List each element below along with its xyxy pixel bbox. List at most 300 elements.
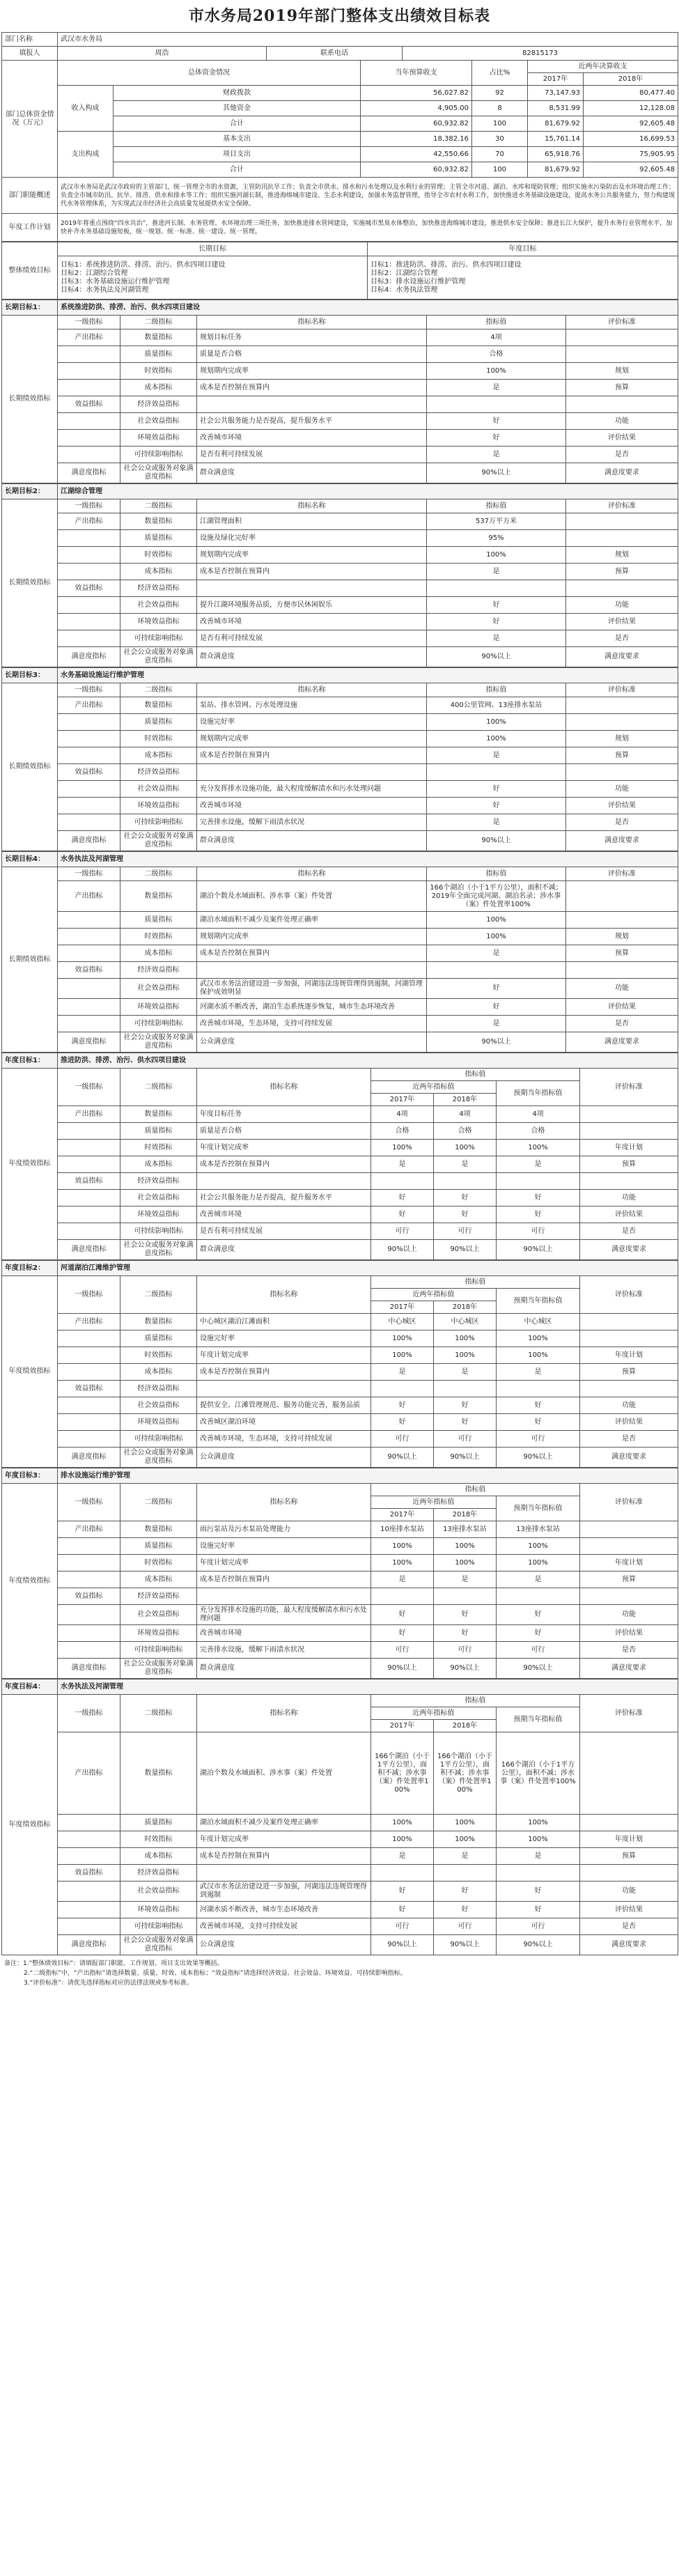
evaluation-standard: 预算 bbox=[566, 747, 678, 764]
column-header: 一级指标 bbox=[58, 1695, 120, 1732]
goals-long-item: 目标2：江湖综合管理 bbox=[61, 269, 128, 277]
value-expected: 好 bbox=[497, 1190, 580, 1206]
indicator-value: 100% bbox=[427, 547, 566, 564]
value-expected: 是 bbox=[497, 1364, 580, 1381]
indicator-value: 537万平方米 bbox=[427, 513, 566, 530]
evaluation-standard: 评价结果 bbox=[580, 1902, 678, 1918]
value-2017: 100% bbox=[371, 1538, 434, 1555]
indicator-value bbox=[427, 962, 566, 979]
column-header: 二级指标 bbox=[120, 499, 197, 513]
indicator-value: 90%以上 bbox=[427, 1032, 566, 1053]
level2-indicator: 环境效益指标 bbox=[120, 430, 197, 447]
long-goal-table bbox=[1, 851, 678, 1053]
column-header: 指标值 bbox=[371, 1695, 580, 1707]
indicator-name: 武汉市水务法治建设进一步加强，河湖违法违规管理得到遏制 bbox=[197, 1881, 371, 1902]
indicator-value: 90%以上 bbox=[427, 463, 566, 483]
value-2017: 100% bbox=[371, 1347, 434, 1364]
level1-indicator bbox=[58, 1881, 120, 1902]
evaluation-standard: 年度计划 bbox=[580, 1831, 678, 1848]
indicator-value: 400公里管网、13座排水泵站 bbox=[427, 697, 566, 714]
indicator-name: 改善城市环境 bbox=[197, 1625, 371, 1642]
indicator-value: 是 bbox=[427, 814, 566, 831]
header-table bbox=[1, 32, 678, 242]
evaluation-standard bbox=[566, 346, 678, 363]
level2-indicator: 可持续影响指标 bbox=[120, 630, 197, 647]
value-2017: 100% bbox=[371, 1815, 434, 1831]
income-label: 收入构成 bbox=[58, 86, 114, 132]
level1-indicator bbox=[58, 781, 120, 798]
level2-indicator: 数量指标 bbox=[120, 1314, 197, 1330]
value-2017: 合格 bbox=[371, 1123, 434, 1140]
indicator-name bbox=[197, 764, 427, 781]
indicator-name: 成本是否控制在预算内 bbox=[197, 945, 427, 962]
column-header: 指标值 bbox=[427, 499, 566, 513]
expense-label: 支出构成 bbox=[58, 132, 114, 178]
value-2017: 中心城区 bbox=[371, 1314, 434, 1330]
level1-indicator: 产出指标 bbox=[58, 697, 120, 714]
value-2018: 好 bbox=[434, 1414, 497, 1431]
indicator-name: 群众满意度 bbox=[197, 1659, 371, 1679]
evaluation-standard bbox=[580, 1330, 678, 1347]
goal-description: 水务基础设施运行维护管理 bbox=[58, 668, 678, 683]
funds-head-overall: 总体资金情况 bbox=[58, 61, 361, 86]
level2-indicator: 经济效益指标 bbox=[120, 1381, 197, 1397]
contact-name: 周浩 bbox=[58, 47, 267, 61]
evaluation-standard: 是否 bbox=[566, 814, 678, 831]
indicator-value bbox=[427, 580, 566, 597]
indicator-value: 是 bbox=[427, 564, 566, 580]
indicator-side-label: 长期绩效指标 bbox=[2, 499, 58, 667]
funds-head-ratio: 占比% bbox=[472, 61, 528, 86]
indicator-name: 充分发挥排水设施功能，最大程度缓解渍水和污水处理问题 bbox=[197, 781, 427, 798]
level1-indicator bbox=[58, 597, 120, 614]
value-2017: 90%以上 bbox=[371, 1448, 434, 1468]
indicator-name bbox=[197, 1381, 371, 1397]
level2-indicator: 经济效益指标 bbox=[120, 764, 197, 781]
evaluation-standard: 是否 bbox=[580, 1223, 678, 1240]
value-2018: 好 bbox=[434, 1625, 497, 1642]
indicator-name bbox=[197, 1588, 371, 1605]
level2-indicator: 经济效益指标 bbox=[120, 1865, 197, 1881]
level1-indicator: 满意度指标 bbox=[58, 1935, 120, 1955]
level1-indicator: 效益指标 bbox=[58, 1865, 120, 1881]
value-2017 bbox=[371, 1865, 434, 1881]
level2-indicator: 社会公众或服务对象满意度指标 bbox=[120, 463, 197, 483]
column-header: 指标名称 bbox=[197, 1069, 371, 1106]
funds-side-label: 部门总体资金情况（万元） bbox=[2, 61, 58, 178]
value-2017: 可行 bbox=[371, 1223, 434, 1240]
column-header: 评价标准 bbox=[566, 499, 678, 513]
indicator-value: 好 bbox=[427, 430, 566, 447]
indicator-name: 提升江湖环境服务品质，方便市民休闲娱乐 bbox=[197, 597, 427, 614]
goal-description: 排水设施运行维护管理 bbox=[58, 1468, 678, 1484]
value-expected: 90%以上 bbox=[497, 1659, 580, 1679]
funds-row-budget: 42,550.66 bbox=[361, 147, 472, 162]
indicator-name: 群众满意度 bbox=[197, 647, 427, 667]
level2-indicator: 成本指标 bbox=[120, 380, 197, 396]
indicator-value: 95% bbox=[427, 530, 566, 547]
funds-row-ratio: 92 bbox=[472, 86, 528, 101]
funds-row-y2: 92,605.48 bbox=[584, 162, 678, 178]
indicator-name: 公众满意度 bbox=[197, 1448, 371, 1468]
value-2018: 是 bbox=[434, 1156, 497, 1173]
goals-long-head: 长期目标 bbox=[58, 242, 368, 256]
indicator-side-label: 年度绩效指标 bbox=[2, 1484, 58, 1679]
goals-label: 整体绩效目标 bbox=[2, 242, 58, 300]
column-header: 指标名称 bbox=[197, 1484, 371, 1521]
value-2018: 90%以上 bbox=[434, 1659, 497, 1679]
evaluation-standard bbox=[566, 714, 678, 731]
column-header: 一级指标 bbox=[58, 867, 120, 881]
level1-indicator: 产出指标 bbox=[58, 881, 120, 912]
evaluation-standard: 功能 bbox=[566, 781, 678, 798]
goal-label: 长期目标3： bbox=[2, 668, 58, 683]
value-2018: 是 bbox=[434, 1364, 497, 1381]
level1-indicator: 产出指标 bbox=[58, 1314, 120, 1330]
evaluation-standard: 预算 bbox=[580, 1156, 678, 1173]
level2-indicator: 环境效益指标 bbox=[120, 999, 197, 1016]
indicator-name: 群众满意度 bbox=[197, 831, 427, 851]
value-expected: 是 bbox=[497, 1156, 580, 1173]
evaluation-standard: 预算 bbox=[580, 1848, 678, 1865]
funds-row-y2: 80,477.40 bbox=[584, 86, 678, 101]
level2-indicator: 可持续影响指标 bbox=[120, 1016, 197, 1032]
level2-indicator: 可持续影响指标 bbox=[120, 1918, 197, 1935]
level2-indicator: 成本指标 bbox=[120, 747, 197, 764]
value-2017: 好 bbox=[371, 1605, 434, 1625]
evaluation-standard bbox=[566, 962, 678, 979]
value-2018: 可行 bbox=[434, 1642, 497, 1659]
funds-row-y1: 81,679.92 bbox=[528, 162, 584, 178]
level2-indicator: 环境效益指标 bbox=[120, 614, 197, 630]
goal-label: 长期目标2： bbox=[2, 484, 58, 499]
level1-indicator: 满意度指标 bbox=[58, 647, 120, 667]
indicator-side-label: 长期绩效指标 bbox=[2, 867, 58, 1053]
column-header: 指标值 bbox=[427, 316, 566, 329]
evaluation-standard bbox=[580, 1521, 678, 1538]
evaluation-standard: 评价结果 bbox=[580, 1625, 678, 1642]
indicator-name: 雨污泵站及污水泵站处理能力 bbox=[197, 1521, 371, 1538]
level1-indicator: 满意度指标 bbox=[58, 1032, 120, 1053]
level2-indicator: 成本指标 bbox=[120, 564, 197, 580]
evaluation-standard: 是否 bbox=[580, 1918, 678, 1935]
level2-indicator: 经济效益指标 bbox=[120, 1588, 197, 1605]
level2-indicator: 可持续影响指标 bbox=[120, 1642, 197, 1659]
indicator-name: 改善城市环境，生态环境，支持可持续发展 bbox=[197, 1431, 371, 1448]
value-2017: 好 bbox=[371, 1881, 434, 1902]
goal-description: 系统推进防洪、排涝、治污、供水四项目建设 bbox=[58, 300, 678, 316]
goal-label: 年度目标2： bbox=[2, 1261, 58, 1276]
evaluation-standard: 评价结果 bbox=[566, 430, 678, 447]
value-2017: 是 bbox=[371, 1848, 434, 1865]
funds-row-budget: 4,905.00 bbox=[361, 101, 472, 116]
value-expected: 好 bbox=[497, 1881, 580, 1902]
level1-indicator bbox=[58, 1223, 120, 1240]
level1-indicator bbox=[58, 798, 120, 814]
evaluation-standard: 满意度要求 bbox=[566, 647, 678, 667]
column-header: 指标名称 bbox=[197, 683, 427, 697]
level1-indicator: 效益指标 bbox=[58, 1381, 120, 1397]
level1-indicator bbox=[58, 1347, 120, 1364]
level1-indicator bbox=[58, 1605, 120, 1625]
column-header: 近两年指标值 bbox=[371, 1289, 497, 1301]
column-header: 近两年指标值 bbox=[371, 1081, 497, 1094]
level1-indicator: 效益指标 bbox=[58, 764, 120, 781]
level1-indicator bbox=[58, 1848, 120, 1865]
level2-indicator: 社会公众或服务对象满意度指标 bbox=[120, 1032, 197, 1053]
value-expected bbox=[497, 1173, 580, 1190]
evaluation-standard: 评价结果 bbox=[566, 999, 678, 1016]
evaluation-standard bbox=[580, 1815, 678, 1831]
value-2017: 90%以上 bbox=[371, 1240, 434, 1260]
value-2018: 好 bbox=[434, 1605, 497, 1625]
column-header: 指标值 bbox=[427, 683, 566, 697]
value-expected: 好 bbox=[497, 1397, 580, 1414]
value-expected: 是 bbox=[497, 1572, 580, 1588]
goals-long-item: 目标4：水务执法及河湖管理 bbox=[61, 286, 149, 294]
evaluation-standard: 评价结果 bbox=[580, 1206, 678, 1223]
column-header: 二级指标 bbox=[120, 1069, 197, 1106]
goals-long-item: 目标1：系统推进防洪、排涝、治污、供水四项目建设 bbox=[61, 261, 226, 269]
value-2017: 好 bbox=[371, 1625, 434, 1642]
indicator-value: 是 bbox=[427, 630, 566, 647]
value-2018: 166个湖泊（小于1平方公里），面积不减；涉水事（案）件处置率100% bbox=[434, 1732, 497, 1815]
level2-indicator: 社会效益指标 bbox=[120, 1397, 197, 1414]
indicator-name: 规划期内完成率 bbox=[197, 731, 427, 747]
funds-head-recent: 近两年决算收支 bbox=[528, 61, 678, 73]
value-2018: 好 bbox=[434, 1397, 497, 1414]
level2-indicator: 可持续影响指标 bbox=[120, 447, 197, 463]
level2-indicator: 质量指标 bbox=[120, 346, 197, 363]
level1-indicator bbox=[58, 1431, 120, 1448]
evaluation-standard: 预算 bbox=[566, 564, 678, 580]
value-expected: 90%以上 bbox=[497, 1240, 580, 1260]
indicator-name: 改善城市环境，支持可持续发展 bbox=[197, 1918, 371, 1935]
value-2017: 可行 bbox=[371, 1431, 434, 1448]
level2-indicator: 时效指标 bbox=[120, 731, 197, 747]
level2-indicator: 时效指标 bbox=[120, 1140, 197, 1156]
column-header: 指标值 bbox=[371, 1069, 580, 1081]
level1-indicator bbox=[58, 1572, 120, 1588]
value-2018: 中心城区 bbox=[434, 1314, 497, 1330]
annual-goal-table bbox=[1, 1468, 678, 1679]
indicator-name: 成本是否控制在预算内 bbox=[197, 1364, 371, 1381]
level2-indicator: 数量指标 bbox=[120, 329, 197, 346]
column-header: 一级指标 bbox=[58, 683, 120, 697]
level2-indicator: 环境效益指标 bbox=[120, 1902, 197, 1918]
level2-indicator: 数量指标 bbox=[120, 1521, 197, 1538]
indicator-side-label: 长期绩效指标 bbox=[2, 683, 58, 851]
column-header: 预期当年指标值 bbox=[497, 1496, 580, 1521]
level1-indicator bbox=[58, 1123, 120, 1140]
level1-indicator bbox=[58, 1555, 120, 1572]
indicator-name: 改善城区湖泊环境 bbox=[197, 1414, 371, 1431]
column-header: 一级指标 bbox=[58, 316, 120, 329]
funds-head-budget: 当年预算收支 bbox=[361, 61, 472, 86]
value-2018: 合格 bbox=[434, 1123, 497, 1140]
level2-indicator: 成本指标 bbox=[120, 1572, 197, 1588]
indicator-value: 好 bbox=[427, 979, 566, 999]
indicator-value: 100% bbox=[427, 731, 566, 747]
evaluation-standard bbox=[580, 1732, 678, 1815]
value-expected: 13座排水泵站 bbox=[497, 1521, 580, 1538]
funds-row-y1: 15,761.14 bbox=[528, 132, 584, 147]
evaluation-standard bbox=[566, 580, 678, 597]
dept-label: 部门名称 bbox=[2, 33, 58, 47]
goals-year-item: 目标1：推进防洪、排涝、治污、供水四项目建设 bbox=[370, 261, 522, 269]
value-2017: 90%以上 bbox=[371, 1659, 434, 1679]
level1-indicator bbox=[58, 1206, 120, 1223]
value-2017: 100% bbox=[371, 1330, 434, 1347]
indicator-name bbox=[197, 962, 427, 979]
annual-goal-table bbox=[1, 1679, 678, 1955]
indicator-name: 年度计划完成率 bbox=[197, 1347, 371, 1364]
value-expected: 90%以上 bbox=[497, 1448, 580, 1468]
notes bbox=[0, 1958, 679, 1987]
evaluation-standard: 规划 bbox=[566, 363, 678, 380]
indicator-name: 是否有利可持续发展 bbox=[197, 1223, 371, 1240]
evaluation-standard bbox=[566, 697, 678, 714]
column-header: 2017年 bbox=[371, 1094, 434, 1106]
indicator-name: 质量是否合格 bbox=[197, 1123, 371, 1140]
level2-indicator: 社会效益指标 bbox=[120, 1605, 197, 1625]
value-2017 bbox=[371, 1588, 434, 1605]
level1-indicator bbox=[58, 929, 120, 945]
column-header: 二级指标 bbox=[120, 316, 197, 329]
evaluation-standard: 满意度要求 bbox=[580, 1240, 678, 1260]
value-expected: 是 bbox=[497, 1848, 580, 1865]
level1-indicator bbox=[58, 1902, 120, 1918]
evaluation-standard: 功能 bbox=[566, 597, 678, 614]
evaluation-standard bbox=[566, 329, 678, 346]
evaluation-standard: 是否 bbox=[566, 1016, 678, 1032]
indicator-name: 是否有利可持续发展 bbox=[197, 447, 427, 463]
value-2017: 可行 bbox=[371, 1642, 434, 1659]
indicator-value: 好 bbox=[427, 999, 566, 1016]
value-2018: 100% bbox=[434, 1347, 497, 1364]
indicator-name: 成本是否控制在预算内 bbox=[197, 1848, 371, 1865]
level1-indicator: 效益指标 bbox=[58, 1173, 120, 1190]
indicator-name: 规划期内完成率 bbox=[197, 363, 427, 380]
value-expected: 好 bbox=[497, 1902, 580, 1918]
funds-year1: 2017年 bbox=[528, 73, 584, 86]
indicator-name: 湖泊水域面积不减少及案件处理正确率 bbox=[197, 1815, 371, 1831]
indicator-side-label: 年度绩效指标 bbox=[2, 1276, 58, 1468]
level1-indicator bbox=[58, 1831, 120, 1848]
evaluation-standard: 年度计划 bbox=[580, 1140, 678, 1156]
value-2017: 好 bbox=[371, 1414, 434, 1431]
indicator-value bbox=[427, 764, 566, 781]
value-2017: 4项 bbox=[371, 1106, 434, 1123]
column-header: 指标名称 bbox=[197, 1276, 371, 1314]
level1-indicator: 效益指标 bbox=[58, 1588, 120, 1605]
level1-indicator bbox=[58, 1156, 120, 1173]
value-2018: 是 bbox=[434, 1572, 497, 1588]
value-expected: 100% bbox=[497, 1330, 580, 1347]
level1-indicator: 效益指标 bbox=[58, 580, 120, 597]
level1-indicator bbox=[58, 999, 120, 1016]
column-header: 评价标准 bbox=[566, 867, 678, 881]
evaluation-standard: 评价结果 bbox=[566, 798, 678, 814]
indicator-value: 好 bbox=[427, 798, 566, 814]
annual-goal-table bbox=[1, 1260, 678, 1468]
level2-indicator: 社会效益指标 bbox=[120, 979, 197, 999]
value-2018: 可行 bbox=[434, 1918, 497, 1935]
level1-indicator bbox=[58, 814, 120, 831]
funds-row-y1: 65,918.76 bbox=[528, 147, 584, 162]
goal-description: 河道湖泊江滩维护管理 bbox=[58, 1261, 678, 1276]
goal-label: 年度目标3： bbox=[2, 1468, 58, 1484]
level2-indicator: 质量指标 bbox=[120, 1330, 197, 1347]
value-2017: 100% bbox=[371, 1555, 434, 1572]
value-2018 bbox=[434, 1173, 497, 1190]
level2-indicator: 环境效益指标 bbox=[120, 1414, 197, 1431]
column-header: 2018年 bbox=[434, 1720, 497, 1732]
indicator-name bbox=[197, 1173, 371, 1190]
level2-indicator: 社会效益指标 bbox=[120, 1881, 197, 1902]
level2-indicator: 可持续影响指标 bbox=[120, 814, 197, 831]
indicator-name: 年度目标任务 bbox=[197, 1106, 371, 1123]
level2-indicator: 可持续影响指标 bbox=[120, 1431, 197, 1448]
level2-indicator: 质量指标 bbox=[120, 912, 197, 929]
evaluation-standard: 预算 bbox=[580, 1364, 678, 1381]
level2-indicator: 成本指标 bbox=[120, 1156, 197, 1173]
value-2017: 好 bbox=[371, 1397, 434, 1414]
indicator-name: 河湖水质不断改善，湖泊生态系统逐步恢复，城市生态环境改善 bbox=[197, 999, 427, 1016]
level2-indicator: 质量指标 bbox=[120, 714, 197, 731]
column-header: 二级指标 bbox=[120, 1276, 197, 1314]
value-2017 bbox=[371, 1173, 434, 1190]
column-header: 指标名称 bbox=[197, 867, 427, 881]
indicator-name: 成本是否控制在预算内 bbox=[197, 380, 427, 396]
funds-row-ratio: 100 bbox=[472, 116, 528, 132]
indicator-name: 年度计划完成率 bbox=[197, 1555, 371, 1572]
indicator-name: 中心城区湖泊江滩面积 bbox=[197, 1314, 371, 1330]
funds-row-name: 财政拨款 bbox=[114, 86, 361, 101]
value-2018: 好 bbox=[434, 1206, 497, 1223]
indicator-name bbox=[197, 396, 427, 413]
value-2017: 是 bbox=[371, 1364, 434, 1381]
value-2017: 好 bbox=[371, 1902, 434, 1918]
value-2017: 10座排水泵站 bbox=[371, 1521, 434, 1538]
level2-indicator: 社会效益指标 bbox=[120, 781, 197, 798]
indicator-name: 泵站、排水管网、污水处理设施 bbox=[197, 697, 427, 714]
value-expected: 100% bbox=[497, 1831, 580, 1848]
level1-indicator bbox=[58, 731, 120, 747]
evaluation-standard: 预算 bbox=[580, 1572, 678, 1588]
level2-indicator: 数量指标 bbox=[120, 697, 197, 714]
evaluation-standard: 规划 bbox=[566, 929, 678, 945]
column-header: 预期当年指标值 bbox=[497, 1707, 580, 1732]
level2-indicator: 环境效益指标 bbox=[120, 798, 197, 814]
column-header: 预期当年指标值 bbox=[497, 1081, 580, 1106]
value-expected: 可行 bbox=[497, 1642, 580, 1659]
value-2018: 4项 bbox=[434, 1106, 497, 1123]
evaluation-standard bbox=[566, 513, 678, 530]
goal-label: 长期目标1： bbox=[2, 300, 58, 316]
evaluation-standard: 预算 bbox=[566, 945, 678, 962]
goals-year-list bbox=[368, 256, 678, 300]
value-expected: 可行 bbox=[497, 1223, 580, 1240]
value-expected: 100% bbox=[497, 1555, 580, 1572]
indicator-name: 改善城市环境 bbox=[197, 614, 427, 630]
level1-indicator bbox=[58, 945, 120, 962]
duties-text: 武汉市水务局是武汉市政府的主管部门，统一管理全市的水资源，主管防汛抗旱工作；负责全市供水、排水和污水处理以及水利行业的管理；主管全市河道、湖泊、水库和堤防管理；组织实施水污染防治及水环境治理工作；负责全市城市防汛、抗旱、排涝、供水和排水等工作；组织实施河湖长制，推进海绵城市建设、生态水利建设，加强水务监督管理，指导全市农村水利工作，加快推进水务基础设施建设，提高水务公共服务能力，努力构建现代水务管理体系，为实现武汉市经济社会高质量发展提供水安全保障。 bbox=[58, 178, 678, 214]
column-header: 预期当年指标值 bbox=[497, 1289, 580, 1314]
level1-indicator: 产出指标 bbox=[58, 1732, 120, 1815]
column-header: 评价标准 bbox=[580, 1069, 678, 1106]
value-expected: 好 bbox=[497, 1605, 580, 1625]
